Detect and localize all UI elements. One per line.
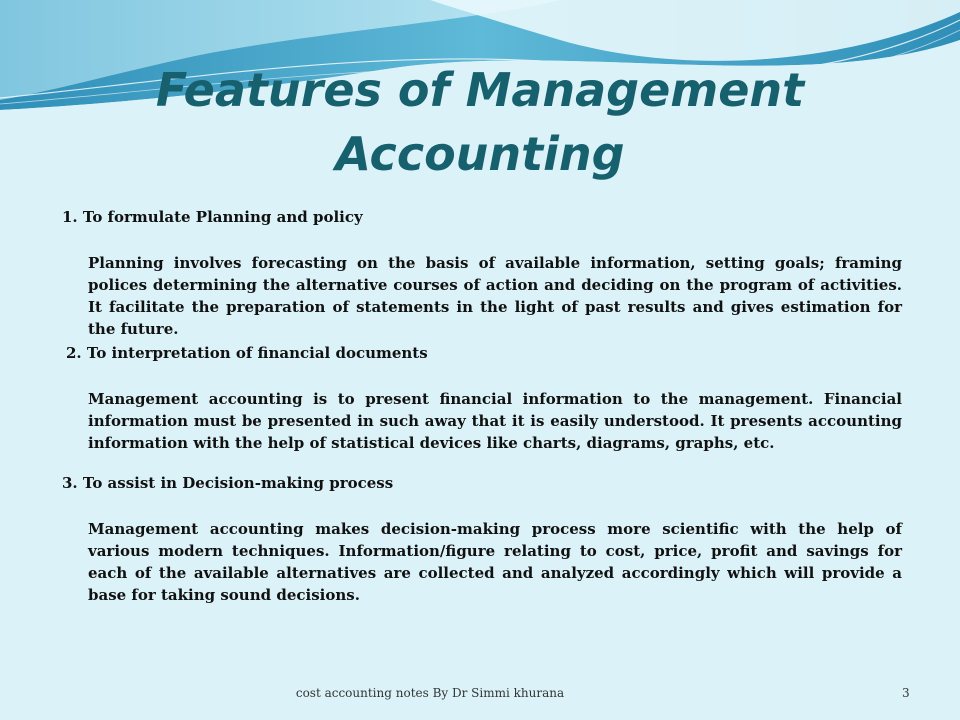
- slide-content: [62, 206, 902, 606]
- section-body-decision-making: Management accounting makes decision-making process more scientific with the help of various modern techniques. Information/figure relating to cost, price, profit and savings for each of the available alternatives are collected and analyzed accordingly which will provide a base for taking sound decisions.: [88, 520, 902, 604]
- page-number: 3: [902, 686, 910, 700]
- section-heading-interpretation: 2. To interpretation of financial documents: [66, 344, 428, 362]
- section-heading-planning: 1. To formulate Planning and policy: [62, 208, 363, 226]
- slide-title: [0, 58, 960, 186]
- section-body-planning: Planning involves forecasting on the basis of available information, setting goals; framing polices determining the alternative courses of action and deciding on the program of activities. It facilitate the preparation of statements in the light of past results and gives estimation for the future.: [88, 254, 902, 338]
- section-heading-decision-making: 3. To assist in Decision-making process: [62, 474, 394, 492]
- slide-title-line1: Features of Management: [155, 63, 805, 117]
- section-body-interpretation: Management accounting is to present financial information to the management. Financial information must be presented in such away that it is easily understood. It presents accounting information with the help of statistical devices like charts, diagrams, graphs, etc.: [88, 390, 902, 452]
- slide-footer: cost accounting notes By Dr Simmi khurana: [295, 686, 565, 700]
- slide-title-line2: Accounting: [335, 127, 625, 181]
